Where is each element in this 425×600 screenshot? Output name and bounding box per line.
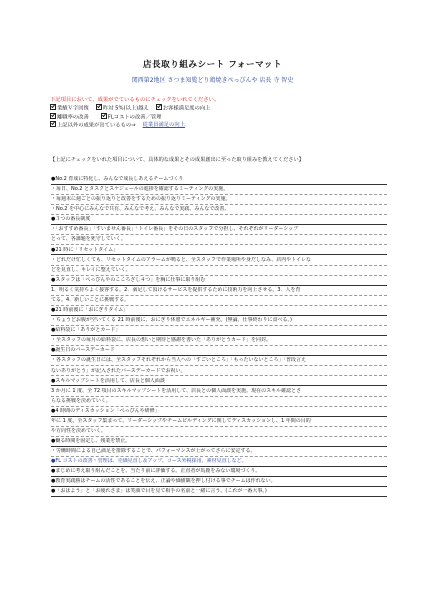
- initiative-heading: ●教育実践勝はチームの活性であることを伝え、正論や価値観を押し付ける事でチームは作れない。: [51, 478, 387, 487]
- checklist-item[interactable]: 業績Ｖ字回復: [50, 104, 89, 113]
- checkbox-checked-icon: [50, 121, 56, 127]
- initiative-detail-line: 年に 1 度、全スタッフ集まって、リーダーシップやチームビルディングに関してディスカッションし、1 年間の目的: [51, 418, 387, 427]
- initiative-heading: ●スタッフは「ぺっぴんやのこころざし４つ」を胸に仕事に取り組む: [51, 277, 387, 286]
- initiative-detail-line: ・労働時間による自己満足を排除することで、パフォーマンスが上がってさらに安定する。: [51, 448, 387, 457]
- checklist-item[interactable]: 離職率の改善: [50, 113, 89, 122]
- initiative-detail-line: らなる挑戦を決めていく。: [51, 398, 387, 407]
- checkbox-checked-icon: [101, 113, 107, 119]
- initiative-detail-line: てる。4．新しいことに挑戦する。: [51, 297, 387, 306]
- initiative-detail-line: ・No.2 を中心にみんなで共有、みんなで考え、みんなで実践、みんなで改善。: [51, 206, 387, 215]
- initiative-heading: ●誕生日のバースデーカード: [51, 347, 387, 356]
- initiative-heading: ●21 時に「リセットタイム」: [51, 247, 387, 256]
- initiative-heading: ●4 時間のディスカッション「ぺっぴんや研修」: [51, 408, 387, 417]
- checklist-row-1: [50, 104, 380, 113]
- achievement-checklist: [50, 96, 380, 130]
- checklist-item[interactable]: 上記以外の成果が出ているもの⇒: [50, 121, 136, 130]
- initiative-detail-line: ・ちょうどお腹が空いてくる 21 時前後に、おにぎり休憩でエネルギー補充。(無論、仕事終わりに食べる。): [51, 317, 387, 326]
- initiative-heading: ●スキルマップシートを活用して、店長と個人面談: [51, 378, 387, 387]
- checkbox-checked-icon: [50, 113, 56, 119]
- initiative-heading: ●働る時間を固定し、残業を禁止。: [51, 438, 387, 447]
- checklist-item[interactable]: お客様満足度の向上: [156, 104, 211, 113]
- initiative-heading: ●「おはよう」と「お疲れさま」は笑顔で目を見て相手の名前と一緒に言う。(これが一番大事。): [51, 488, 387, 497]
- document-title: 店長取り組みシート フォーマット: [142, 60, 283, 70]
- checkbox-checked-icon: [156, 104, 162, 110]
- checkbox-checked-icon: [96, 104, 102, 110]
- checklist-lead: 下記項目において、成果がでているものにチェックをいれてください。: [50, 97, 220, 103]
- initiative-heading: ●FL コストの改善・管理は、売価見直し＆アップ、コース外税採用、素材見直しなど。: [51, 458, 387, 467]
- checklist-row-2: [50, 113, 380, 122]
- initiative-detail-line: ・毎週末に週ごとの振り返りと改善をするための振り返りミーティングの実施。: [51, 196, 387, 205]
- instruction-heading: 【上記にチェックをいれた項目について、具体的な成果とその成果創出に至った取り組みを教えてください】: [50, 157, 304, 163]
- checklist-item[interactable]: 昨対 5%(以上)越え: [96, 104, 149, 113]
- initiative-heading: ●21 時前後に「おにぎりタイム」: [51, 307, 387, 316]
- checklist-row-3: [50, 121, 380, 130]
- other-achievement-value: 従業員満足の向上: [142, 122, 185, 128]
- initiative-heading: ●まじめに考え取り組んだことを、当たり前に評価する。正直者が馬鹿をみない環境づくり。: [51, 468, 387, 477]
- initiative-detail-line: ・どれだけ忙しくても、リセットタイムのアラームが鳴ると、全スタッフで作業場所や身だしなみ、店内やトイレな: [51, 257, 387, 266]
- initiative-detail-line: や方向性を決めていく。: [51, 428, 387, 437]
- initiative-detail-line: ・「おすすめ番長」「すいません番長」「トイレ番長」をその日のスタッフで分担し、それぞれがリーダーシップ: [51, 226, 387, 235]
- initiative-detail-line: どを見直し、キレイに整えていく。: [51, 267, 387, 276]
- initiative-heading: ●給料袋に「ありがとカード」: [51, 327, 387, 336]
- initiative-detail-line: ・全スタッフの毎月の給料袋に、店長の想いと期待と感謝を書いた「ありがとうカード」を同封。: [51, 337, 387, 346]
- initiative-heading: ●３つの番長制度: [51, 216, 387, 225]
- initiative-detail-line: ・毎日、No.2 とタスクとスケジュールの進捗を確認するミーティングの実施。: [51, 186, 387, 195]
- checkbox-checked-icon: [50, 104, 56, 110]
- initiative-detail-line: ないありがとう」が記入されたバースデーカードでお祝い。: [51, 368, 387, 377]
- initiative-detail-line: 1．明るく気持ちよく接客する。2．満足して頂けるサービスを提供するために技術力を向上させる。3．人を育: [51, 287, 387, 296]
- checklist-item[interactable]: FLコストの改善／管理: [101, 113, 162, 122]
- document-subtitle: 関西第2地区 さつま知覧どり鶏焼きぺっぴんや 店長 寺 智史: [131, 77, 294, 84]
- initiative-detail-line: ・各スタッフの誕生日には、全スタッフそれぞれから当人への「すごいところ」「もったいないところ」「普段言え: [51, 357, 387, 366]
- initiative-detail-line: とって、各課題を死守していく。: [51, 236, 387, 245]
- initiative-detail-line: 3 か月に 1 度、全 72 項目のスキルマップシートを活用して、店長との個人面談を実施。現在のスキル確認とさ: [51, 388, 387, 397]
- initiative-heading: ●No.2 育成に特化し、みんなで成長しあえるチームづくり: [51, 176, 387, 185]
